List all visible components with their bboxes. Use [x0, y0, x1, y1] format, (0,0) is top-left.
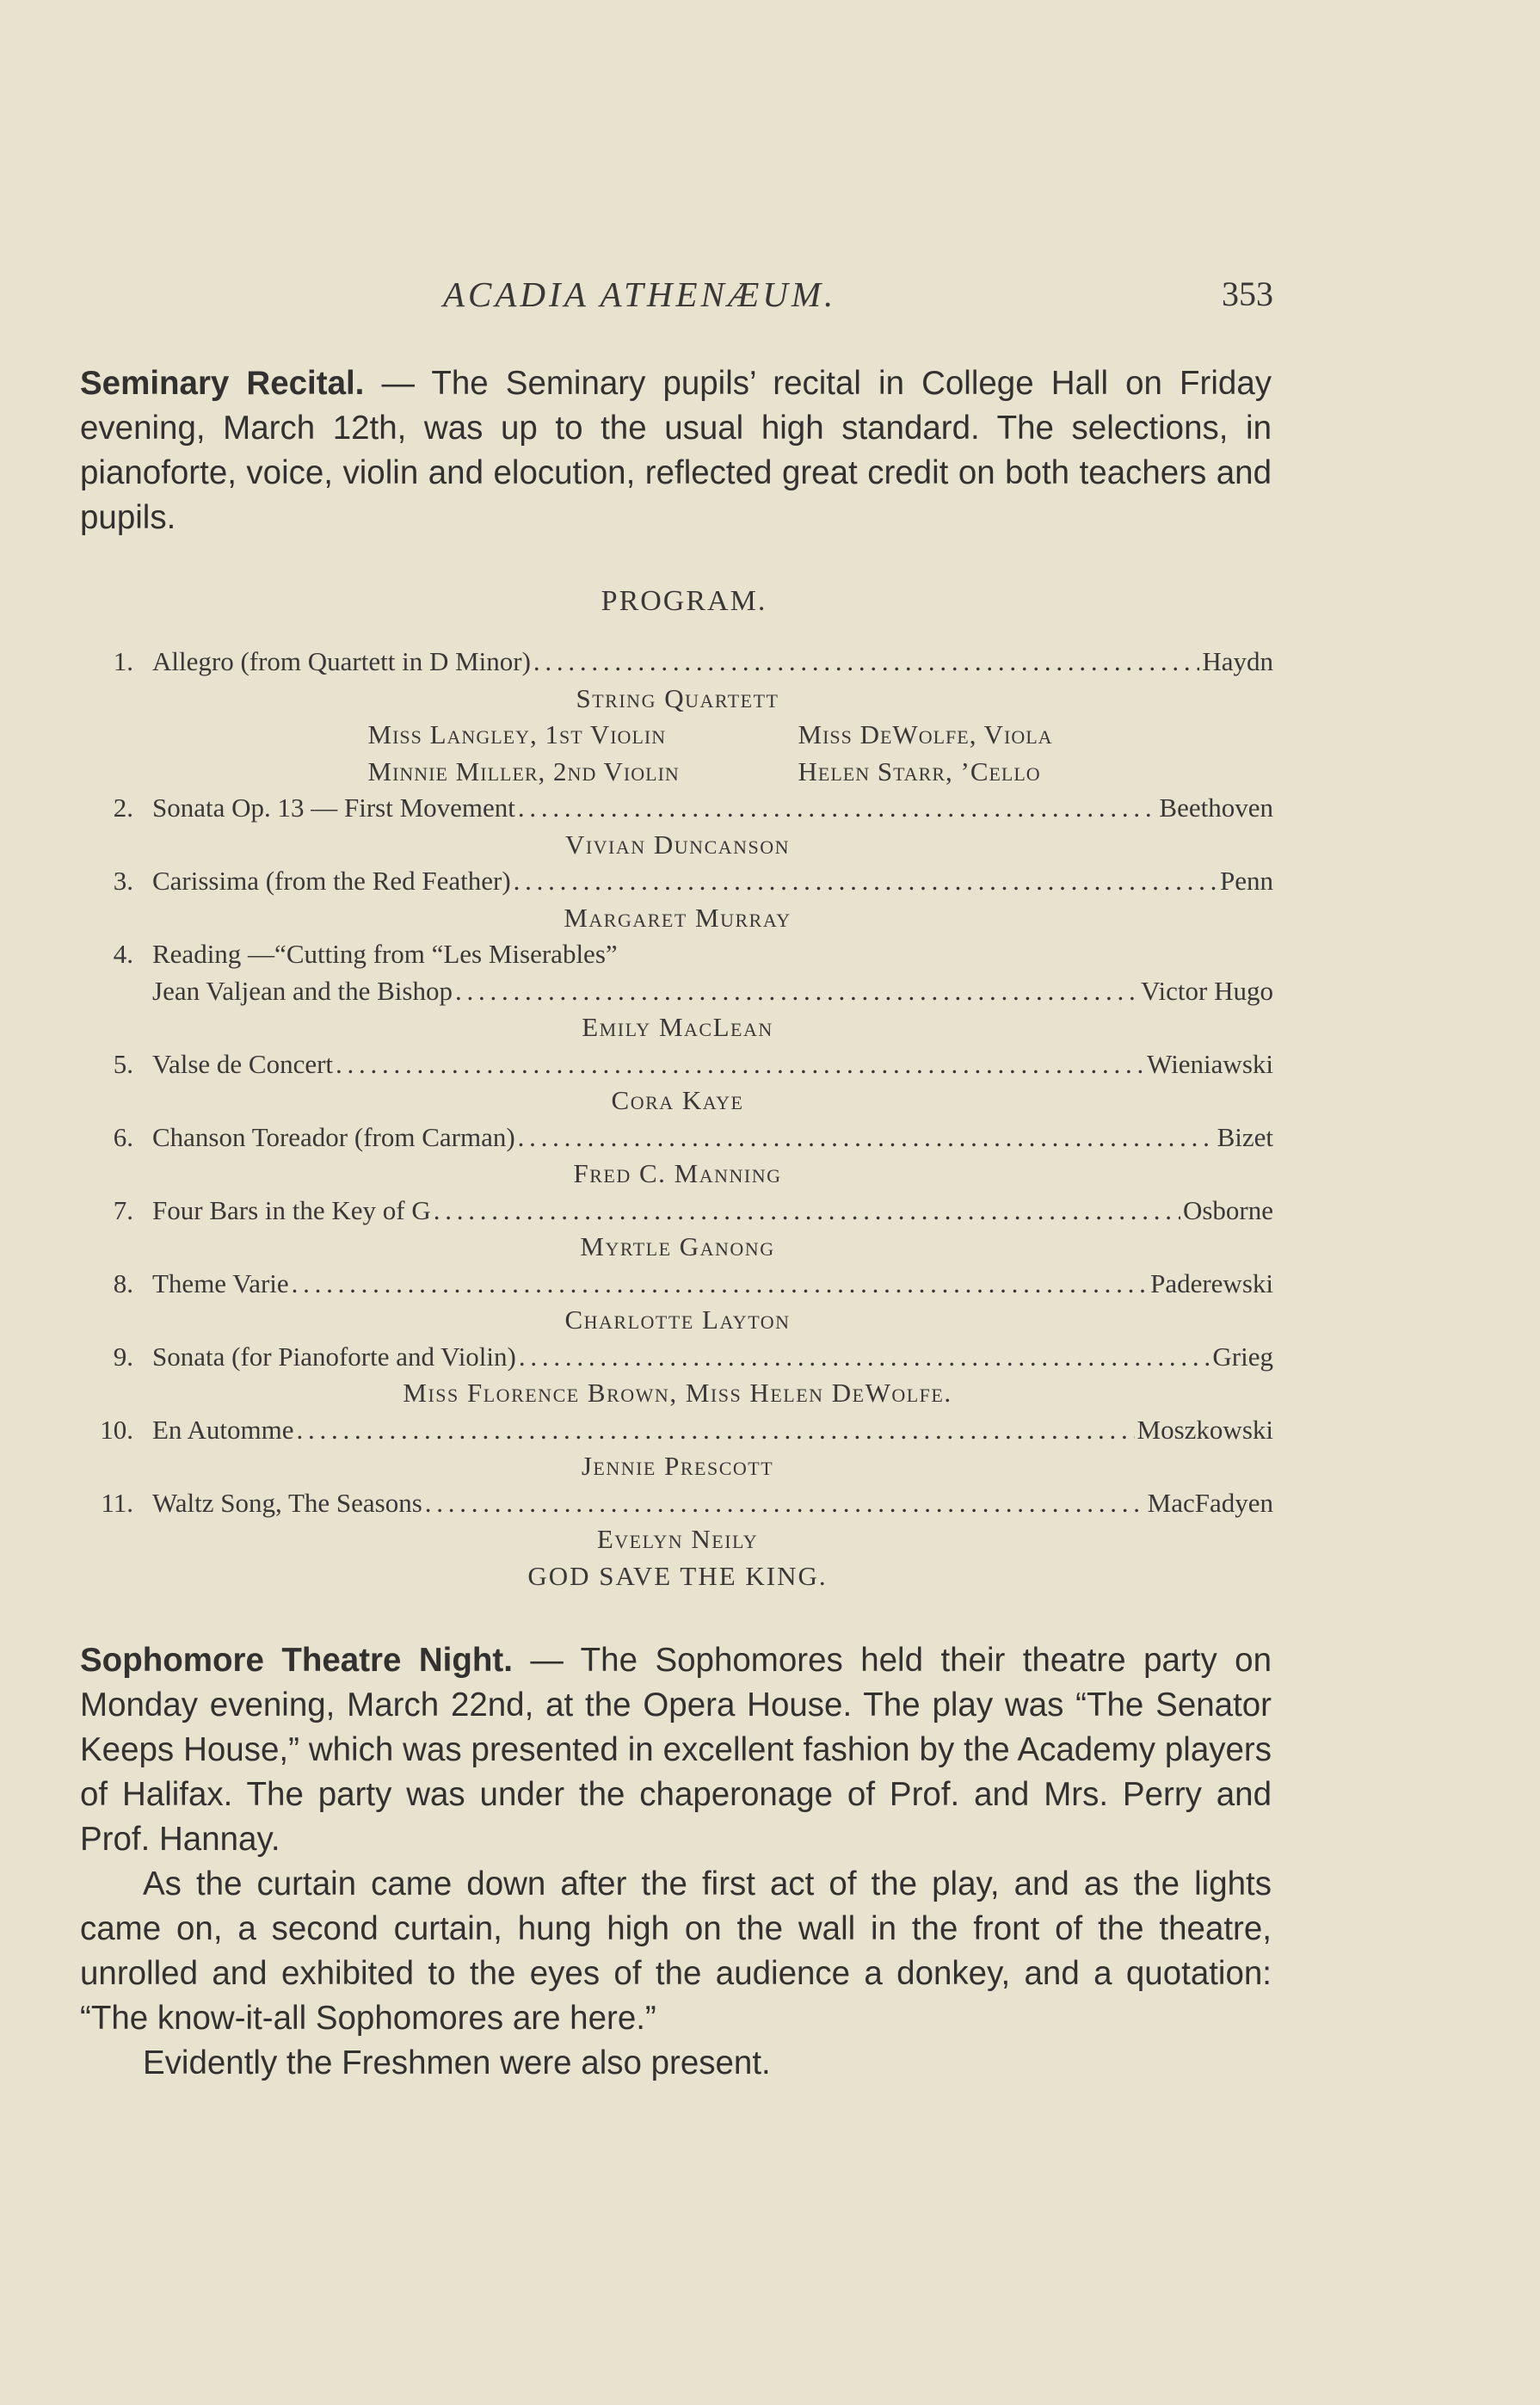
item-performer: Vivian Duncanson — [564, 829, 791, 860]
item-composer: Victor Hugo — [1141, 975, 1273, 1006]
program-item-4-continued — [82, 973, 1273, 1010]
sophomore-theatre-heading: Sophomore Theatre Night. — [80, 1642, 513, 1679]
program-item-9 — [82, 1339, 1273, 1376]
item-performer: Jennie Prescott — [581, 1451, 774, 1481]
item-composer: Grieg — [1212, 1341, 1273, 1372]
item-number: 6. — [113, 1121, 133, 1152]
program-item-3 — [82, 863, 1273, 900]
dot-leader — [434, 1193, 1180, 1230]
performer-pair — [82, 754, 1273, 791]
item-number: 7. — [113, 1194, 133, 1225]
program-item-2 — [82, 790, 1273, 827]
item-number: 8. — [113, 1267, 133, 1298]
program-item-4 — [82, 936, 1273, 973]
item-performer: String Quartett — [576, 682, 779, 713]
dot-leader — [533, 644, 1199, 681]
seminary-recital-heading: Seminary Recital. — [80, 365, 365, 402]
program-item-6 — [82, 1119, 1273, 1156]
performer-name: Minnie Miller, 2nd Violin — [367, 755, 680, 786]
item-number: 11. — [101, 1487, 133, 1518]
dot-leader — [296, 1412, 1134, 1449]
dot-leader — [455, 973, 1138, 1010]
page-number: 353 — [1222, 274, 1273, 313]
sophomore-theatre-section — [80, 1638, 1272, 2086]
program-item-5 — [82, 1046, 1273, 1083]
item-performer: Miss Florence Brown, Miss Helen DeWolfe. — [403, 1378, 952, 1408]
item-performer: Charlotte Layton — [564, 1304, 791, 1335]
item-title: Sonata (for Pianoforte and Violin) — [152, 1341, 516, 1372]
item-performer: Myrtle Ganong — [580, 1231, 775, 1261]
item-performer: Emily MacLean — [582, 1012, 773, 1042]
sophomore-paragraph-3: Evidently the Freshmen were also present. — [143, 2044, 771, 2081]
item-number: 5. — [113, 1048, 133, 1079]
item-composer: Osborne — [1182, 1194, 1273, 1225]
item-composer: MacFadyen — [1147, 1487, 1273, 1518]
item-composer: Moszkowski — [1137, 1414, 1273, 1445]
performer-name: Miss Langley, 1st Violin — [367, 719, 667, 749]
item-composer: Beethoven — [1159, 792, 1273, 823]
item-composer: Bizet — [1217, 1121, 1273, 1152]
item-number: 9. — [113, 1341, 133, 1372]
item-subtitle: Jean Valjean and the Bishop — [152, 975, 453, 1006]
item-title: En Automme — [152, 1414, 294, 1445]
dot-leader — [336, 1046, 1144, 1083]
item-number: 2. — [113, 792, 133, 823]
running-head — [0, 274, 1540, 322]
item-composer: Wieniawski — [1147, 1048, 1273, 1079]
program-item-10 — [82, 1412, 1273, 1449]
seminary-recital-paragraph — [80, 361, 1272, 540]
item-composer: Haydn — [1202, 646, 1273, 676]
item-performer: Fred C. Manning — [573, 1158, 782, 1188]
program-item-11 — [82, 1485, 1273, 1522]
item-title: Carissima (from the Red Feather) — [152, 866, 511, 896]
seminary-recital-text: — The Seminary pupils’ recital in College Hall on Friday evening, March 12th, was up to the usual high standard. The selections, in pianoforte, voice, violin and elocution, reflected great credit on both teachers and pupils. — [80, 365, 1272, 536]
program-list — [82, 644, 1273, 1596]
item-performer: Margaret Murray — [564, 902, 792, 933]
sophomore-theatre-text: — The Sophomores held their theatre party on Monday evening, March 22nd, at the Opera House. The play was “The Senator Keeps House,” which was presented in excellent fashion by the Academy players of Halifax. The party was under the chaperonage of Prof. and Mrs. Perry and Prof. Hannay. — [80, 1642, 1272, 1858]
item-title: Sonata Op. 13 — First Movement — [152, 792, 515, 823]
item-title: Waltz Song, The Seasons — [152, 1487, 422, 1518]
sophomore-paragraph-2: As the curtain came down after the first act of the play, and as the lights came on, a second curtain, hung high on the wall in the front of the theatre, unrolled and exhibited to the eyes of the audience a donkey, and a quotation: “The know-it-all Sophomores are here.” — [80, 1865, 1272, 2037]
anthem-line: GOD SAVE THE KING. — [527, 1560, 828, 1591]
dot-leader — [292, 1266, 1148, 1303]
item-title: Allegro (from Quartett in D Minor) — [152, 646, 531, 676]
program-item-1 — [82, 644, 1273, 681]
item-composer: Paderewski — [1150, 1267, 1273, 1298]
item-title: Four Bars in the Key of G — [152, 1194, 431, 1225]
item-performer: Cora Kaye — [611, 1085, 744, 1115]
item-number: 3. — [113, 866, 133, 896]
item-number: 4. — [113, 939, 133, 969]
item-title: Valse de Concert — [152, 1048, 334, 1079]
dot-leader — [518, 1119, 1215, 1156]
item-title: Chanson Toreador (from Carman) — [152, 1121, 515, 1152]
performer-name: Miss DeWolfe, Viola — [798, 719, 1053, 749]
program-item-8 — [82, 1266, 1273, 1303]
item-number: 1. — [113, 646, 133, 676]
program-heading: PROGRAM. — [601, 585, 767, 617]
journal-title: ACADIA ATHENÆUM. — [443, 274, 837, 314]
item-composer: Penn — [1220, 866, 1273, 896]
performer-pair — [82, 717, 1273, 754]
item-title: Reading —“Cutting from “Les Miserables” — [152, 939, 618, 969]
dot-leader — [425, 1485, 1145, 1522]
dot-leader — [519, 1339, 1210, 1376]
item-title: Theme Varie — [152, 1267, 289, 1298]
dot-leader — [518, 790, 1157, 827]
item-performer: Evelyn Neily — [596, 1524, 759, 1554]
program-item-7 — [82, 1193, 1273, 1230]
performer-name: Helen Starr, ’Cello — [798, 755, 1041, 786]
dot-leader — [514, 863, 1217, 900]
item-number: 10. — [100, 1414, 133, 1445]
